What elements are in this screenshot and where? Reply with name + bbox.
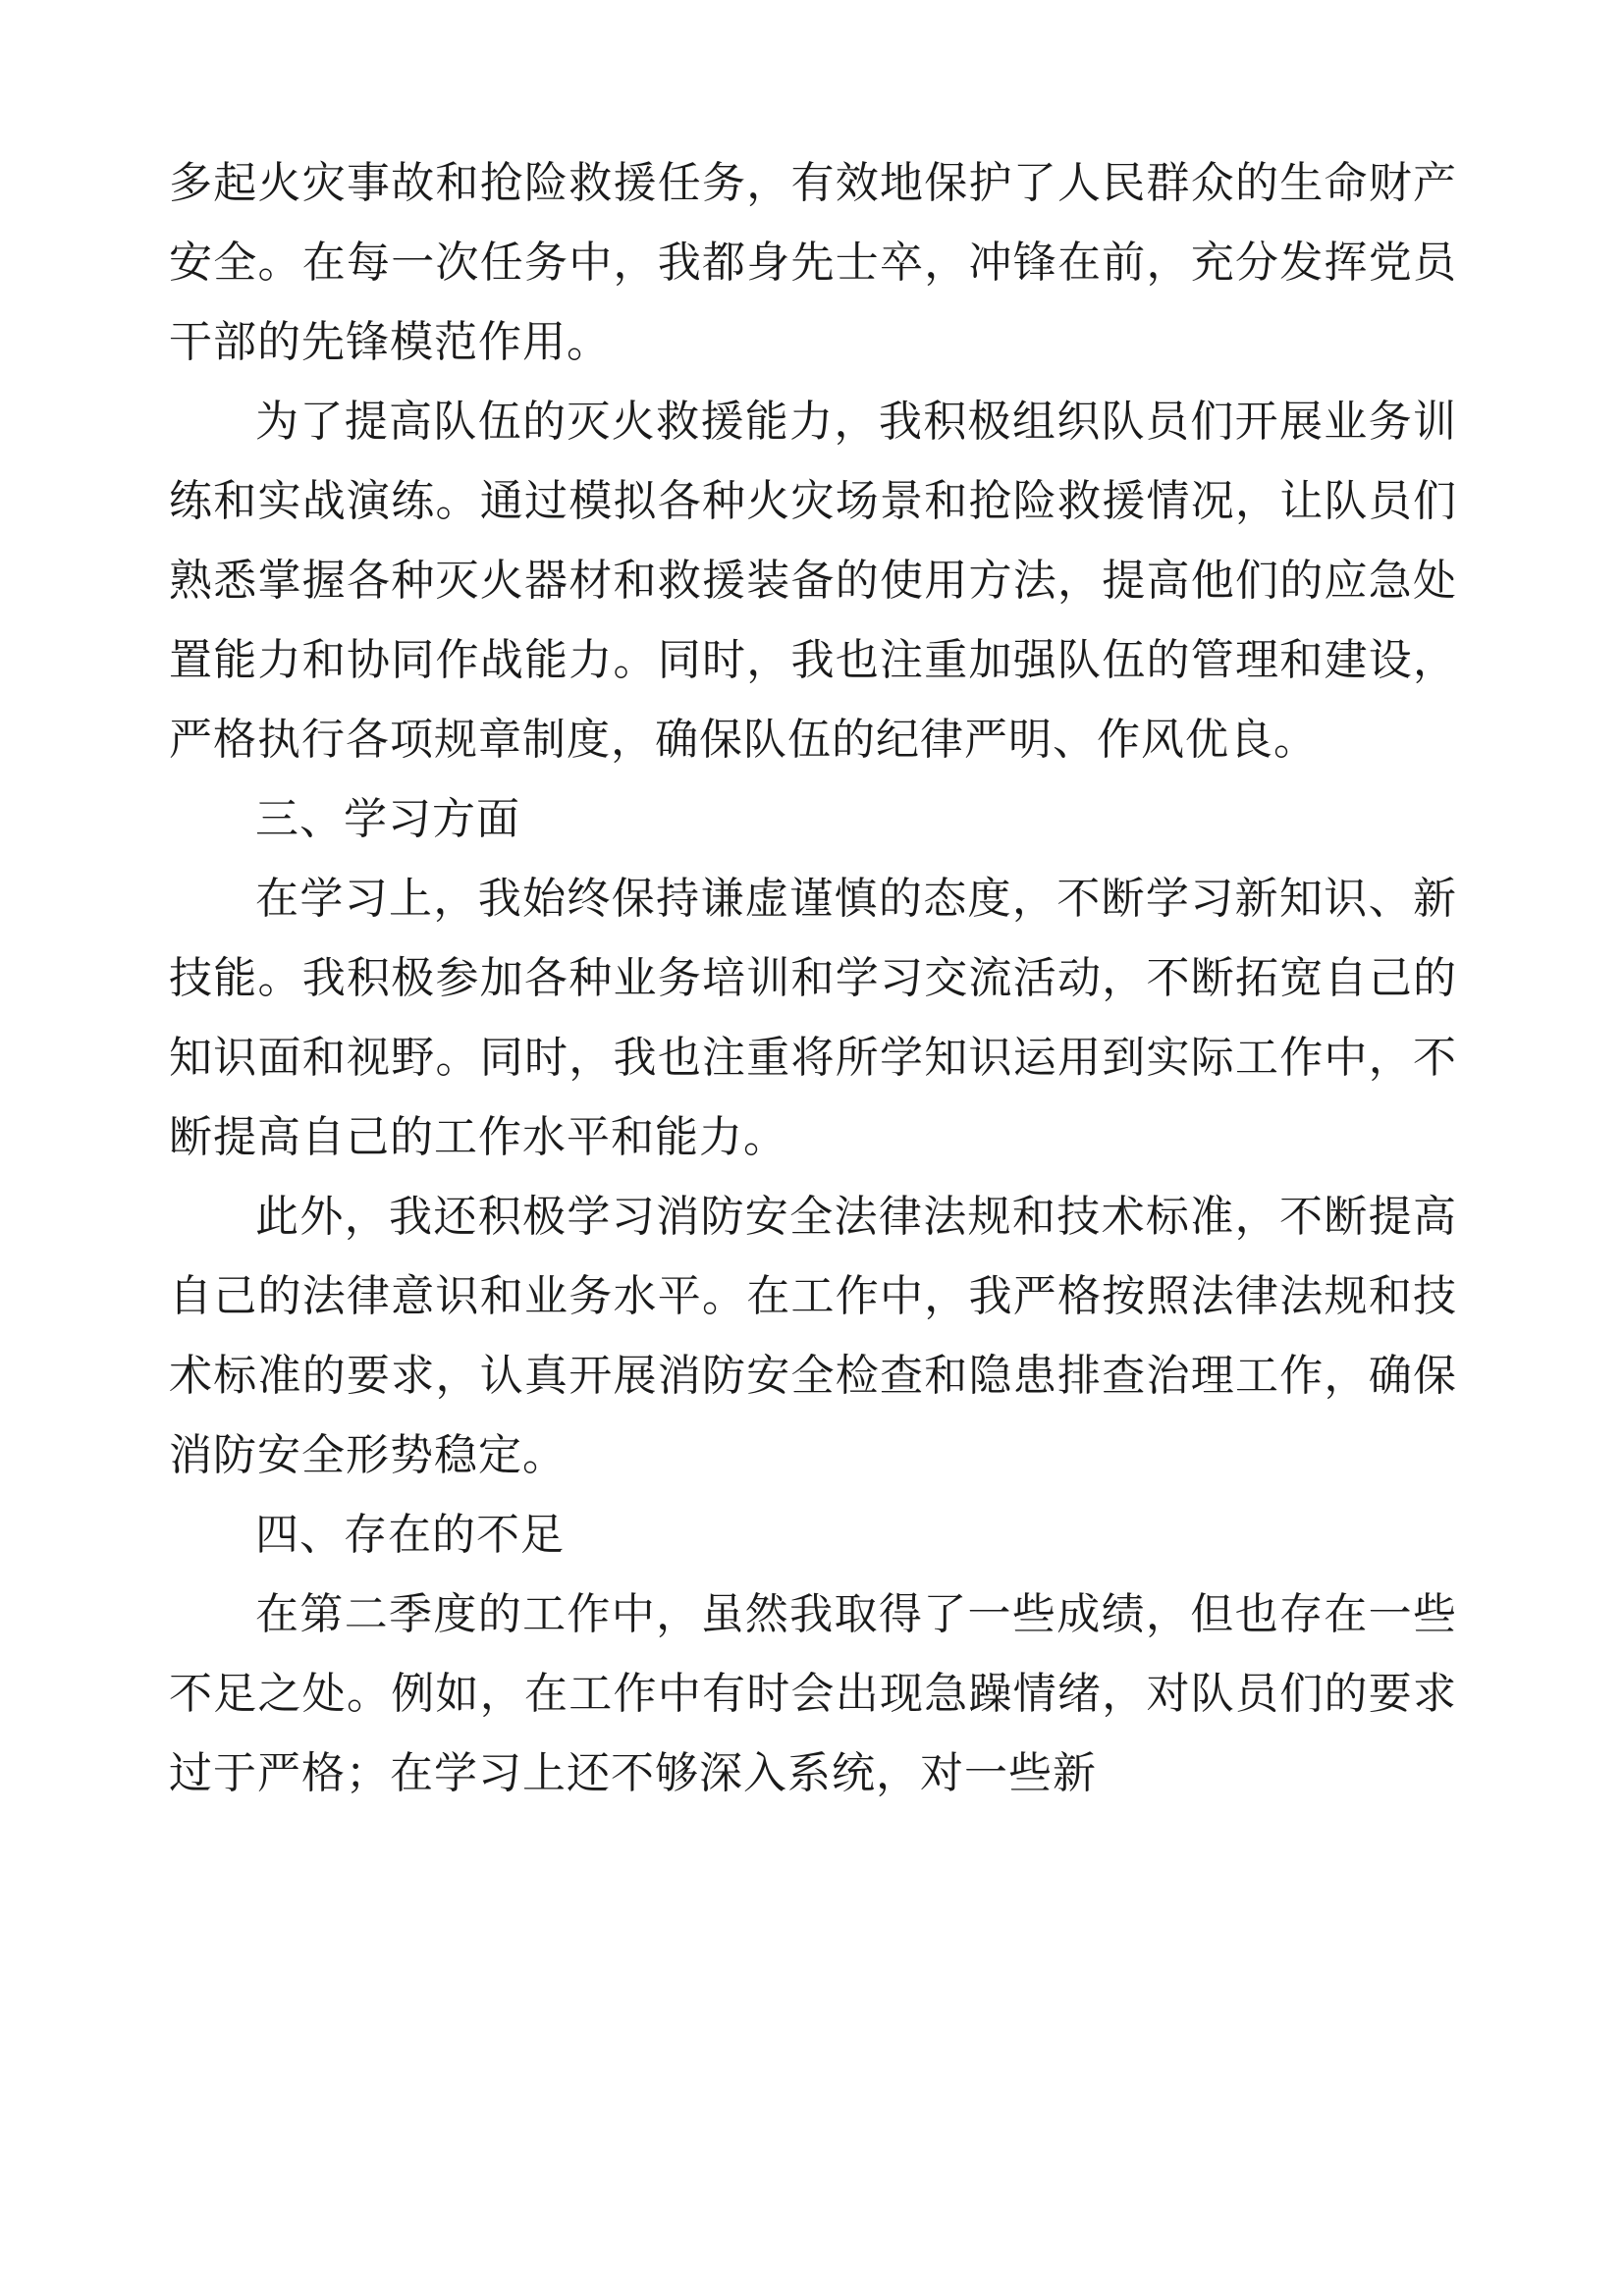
- section-heading: 四、存在的不足: [255, 1511, 565, 1559]
- paragraph: 在第二季度的工作中，虽然我取得了一些成绩，但也存在一些不足之处。例如，在工作中有时会出现急躁情绪，对队员们的要求过于严格；在学习上还不够深入系统，对一些新: [169, 1590, 1457, 1797]
- paragraph: 在学习上，我始终保持谦虚谨慎的态度，不断学习新知识、新技能。我积极参加各种业务培训和学习交流活动，不断拓宽自己的知识面和视野。同时，我也注重将所学知识运用到实际工作中，不断提高自己的工作水平和能力。: [169, 875, 1457, 1161]
- paragraph: 为了提高队伍的灭火救援能力，我积极组织队员们开展业务训练和实战演练。通过模拟各种火灾场景和抢险救援情况，让队员们熟悉掌握各种灭火器材和救援装备的使用方法，提高他们的应急处置能力和协同作战能力。同时，我也注重加强队伍的管理和建设，严格执行各项规章制度，确保队伍的纪律严明、作风优良。: [169, 398, 1457, 764]
- paragraph: 多起火灾事故和抢险救援任务，有效地保护了人民群众的生命财产安全。在每一次任务中，我都身先士卒，冲锋在前，充分发挥党员干部的先锋模范作用。: [169, 159, 1457, 366]
- paragraph: 此外，我还积极学习消防安全法律法规和技术标准，不断提高自己的法律意识和业务水平。在工作中，我严格按照法律法规和技术标准的要求，认真开展消防安全检查和隐患排查治理工作，确保消防安全形势稳定。: [169, 1193, 1457, 1479]
- section-heading: 三、学习方面: [255, 795, 520, 843]
